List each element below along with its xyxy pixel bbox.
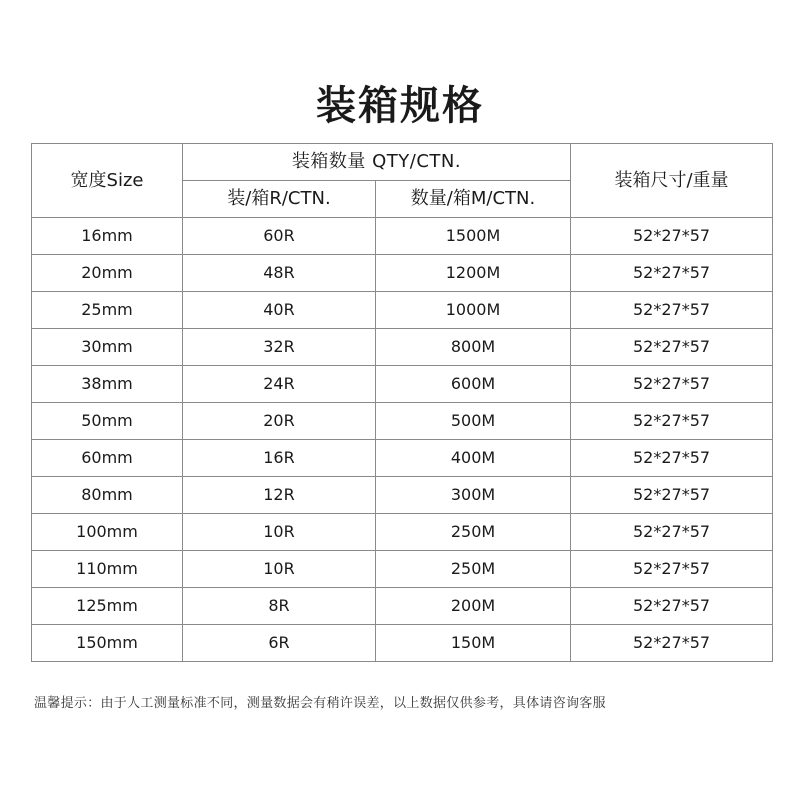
table-row	[32, 477, 773, 514]
cell-width: 60mm	[32, 440, 183, 477]
cell-meters: 250M	[376, 551, 571, 588]
cell-meters: 1000M	[376, 292, 571, 329]
cell-carton: 52*27*57	[571, 588, 773, 625]
cell-carton: 52*27*57	[571, 218, 773, 255]
header-rolls: 装/箱R/CTN.	[183, 181, 376, 218]
cell-rolls: 24R	[183, 366, 376, 403]
cell-width: 150mm	[32, 625, 183, 662]
header-carton: 装箱尺寸/重量	[571, 144, 773, 218]
table-row	[32, 440, 773, 477]
cell-width: 125mm	[32, 588, 183, 625]
cell-meters: 500M	[376, 403, 571, 440]
header-qty-group: 装箱数量 QTY/CTN.	[183, 144, 571, 181]
cell-carton: 52*27*57	[571, 625, 773, 662]
cell-carton: 52*27*57	[571, 255, 773, 292]
cell-carton: 52*27*57	[571, 366, 773, 403]
cell-carton: 52*27*57	[571, 551, 773, 588]
header-meters: 数量/箱M/CTN.	[376, 181, 571, 218]
cell-rolls: 10R	[183, 514, 376, 551]
cell-rolls: 32R	[183, 329, 376, 366]
cell-carton: 52*27*57	[571, 477, 773, 514]
table-row	[32, 255, 773, 292]
cell-rolls: 60R	[183, 218, 376, 255]
header-width: 宽度Size	[32, 144, 183, 218]
table-row	[32, 625, 773, 662]
cell-width: 20mm	[32, 255, 183, 292]
cell-meters: 200M	[376, 588, 571, 625]
cell-meters: 800M	[376, 329, 571, 366]
cell-width: 25mm	[32, 292, 183, 329]
cell-width: 80mm	[32, 477, 183, 514]
cell-rolls: 12R	[183, 477, 376, 514]
cell-carton: 52*27*57	[571, 403, 773, 440]
cell-meters: 300M	[376, 477, 571, 514]
packing-spec-table	[31, 143, 773, 662]
cell-meters: 400M	[376, 440, 571, 477]
table-row	[32, 403, 773, 440]
table-row	[32, 218, 773, 255]
table-row	[32, 514, 773, 551]
cell-width: 16mm	[32, 218, 183, 255]
cell-meters: 150M	[376, 625, 571, 662]
cell-carton: 52*27*57	[571, 514, 773, 551]
cell-rolls: 20R	[183, 403, 376, 440]
table-row	[32, 551, 773, 588]
cell-rolls: 10R	[183, 551, 376, 588]
page-title: 装箱规格	[316, 83, 484, 129]
table-body	[32, 218, 773, 662]
cell-meters: 600M	[376, 366, 571, 403]
cell-rolls: 40R	[183, 292, 376, 329]
table-row	[32, 588, 773, 625]
cell-width: 30mm	[32, 329, 183, 366]
cell-width: 38mm	[32, 366, 183, 403]
table-row	[32, 329, 773, 366]
cell-carton: 52*27*57	[571, 329, 773, 366]
disclaimer-note: 温馨提示：由于人工测量标准不同，测量数据会有稍许误差，以上数据仅供参考，具体请咨询客服	[34, 696, 606, 711]
cell-meters: 1200M	[376, 255, 571, 292]
cell-width: 50mm	[32, 403, 183, 440]
cell-rolls: 16R	[183, 440, 376, 477]
cell-rolls: 8R	[183, 588, 376, 625]
table-header-row	[32, 144, 773, 181]
cell-meters: 250M	[376, 514, 571, 551]
cell-width: 110mm	[32, 551, 183, 588]
table-row	[32, 292, 773, 329]
table-row	[32, 366, 773, 403]
cell-carton: 52*27*57	[571, 292, 773, 329]
cell-width: 100mm	[32, 514, 183, 551]
cell-carton: 52*27*57	[571, 440, 773, 477]
cell-rolls: 6R	[183, 625, 376, 662]
cell-rolls: 48R	[183, 255, 376, 292]
cell-meters: 1500M	[376, 218, 571, 255]
